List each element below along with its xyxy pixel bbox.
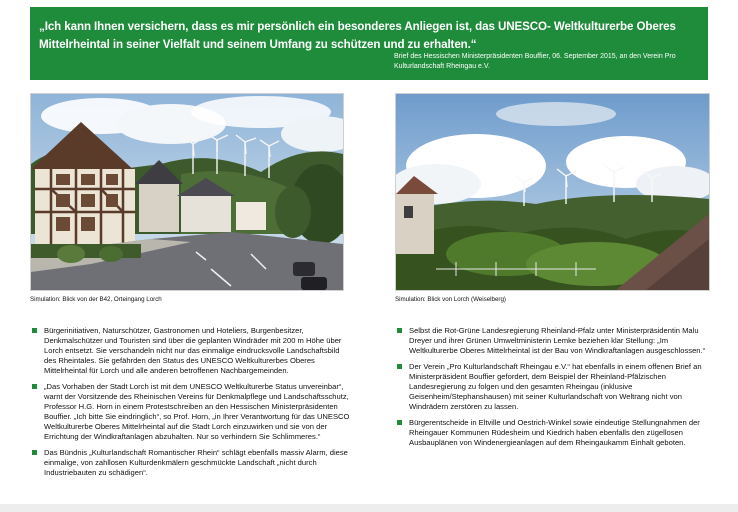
bullet-text: „Das Vorhaben der Stadt Lorch ist mit dem UNESCO Weltkulturerbe Status unvereinbar“, warnt der Vorsitzende des Rheinischen Vereins für Denkmalpflege und Landschaftsschutz, Professor H.G. Horn in einem Protestschreiben an den Hessischen Ministerpräsidenten Bouffier. „Ich bitte Sie eindringlich“, so Prof. Horn, „in Ihrer Verantwortung für das UNESCO Weltkulturerbe Oberes Mittelrheintal auf die Stadt Lorch einzuwirken und sie von der Errichtung der Windkraftanlagen abzuhalten. Nur so verhindern Sie Schlimmeres.“ bbox=[44, 382, 350, 441]
bullet-square-icon bbox=[397, 420, 402, 425]
bullet-square-icon bbox=[32, 450, 37, 455]
left-photo-caption: Simulation: Blick von der B42, Orteingang Lorch bbox=[30, 296, 162, 303]
bullet-square-icon bbox=[32, 384, 37, 389]
photo-lorch-street bbox=[30, 93, 344, 291]
banner-quote: „Ich kann Ihnen versichern, dass es mir persönlich ein besonderes Anliegen ist, das UNESCO- Weltkulturerbe Oberes Mittelrheintal in seiner Vielfalt und seinem Umfang zu schützen und zu erhalten.“ bbox=[39, 20, 676, 51]
right-photo-caption: Simulation: Blick von Lorch (Weiselberg) bbox=[395, 296, 506, 303]
photo-weiselberg-image bbox=[396, 94, 709, 290]
bullet-square-icon bbox=[397, 328, 402, 333]
quote-banner bbox=[30, 7, 708, 80]
bullet-text: Der Verein „Pro Kulturlandschaft Rheingau e.V.“ hat ebenfalls in einem offenen Brief an Ministerpräsident Bouffier gefordert, dem Beispiel der Rheinland-Pfälzischen Landesregierung zu folgen und den gesamten Rheingau (inklusive Geisenheim/Stephanshausen) mit seiner Kulturlandschaft von Weltrang nicht von Windrädern zerstören zu lassen. bbox=[409, 362, 702, 411]
bullet-square-icon bbox=[32, 328, 37, 333]
photo-lorch-street-image bbox=[31, 94, 343, 290]
bullet-text: Bürgerentscheide in Eltville und Oestrich-Winkel sowie eindeutige Stellungnahmen der Rheingauer Kommunen Rüdesheim und Kiedrich haben ebenfalls den zügellosen Ausbauplänen von Windenergieanlagen auf dem Rheingaukamm Einhalt geboten. bbox=[409, 418, 700, 447]
bullet-text: Selbst die Rot-Grüne Landesregierung Rheinland-Pfalz unter Ministerpräsidentin Malu Dreyer und ihrer Grünen Umweltministerin Lemke beziehen klar Stellung: „Im Weltkulturerbe Oberes Mittelrheintal ist der Bau von Windkraftanlagen ausgeschlossen.“ bbox=[409, 326, 706, 355]
list-item bbox=[395, 362, 715, 412]
bullet-square-icon bbox=[397, 364, 402, 369]
list-item bbox=[30, 382, 350, 442]
list-item bbox=[395, 418, 715, 448]
banner-source: Brief des Hessischen Ministerpräsidenten Bouffier, 06. September 2015, an den Verein Pro Kulturlandschaft Rheingau e.V. bbox=[394, 53, 676, 70]
left-text-column bbox=[30, 326, 350, 484]
right-text-column bbox=[395, 326, 715, 454]
list-item bbox=[395, 326, 715, 356]
list-item bbox=[30, 448, 350, 478]
bullet-text: Bürgerinitiativen, Naturschützer, Gastronomen und Hoteliers, Burgenbesitzer, Denkmalschützer und Touristen sind über die geplanten Windräder mit 200 m Höhe über Lorch entsetzt. Sie verschandeln nicht nur das einmalige eindrucksvolle Landschaftsbild des Rheintales. Sie gefährden den Status des UNESCO Weltkulturerbes Oberes Mittelrheintal für Lorch und alle anderen betroffenen Nachbargemeinden. bbox=[44, 326, 342, 375]
bullet-text: Das Bündnis „Kulturlandschaft Romantischer Rhein“ schlägt ebenfalls massiv Alarm, diese einmalige, von zahllosen Kulturdenkmälern geschmückte Landschaft „nicht durch Industriebauten zu schädigen“. bbox=[44, 448, 348, 477]
bottom-strip bbox=[0, 504, 738, 512]
list-item bbox=[30, 326, 350, 376]
photo-weiselberg bbox=[395, 93, 710, 291]
